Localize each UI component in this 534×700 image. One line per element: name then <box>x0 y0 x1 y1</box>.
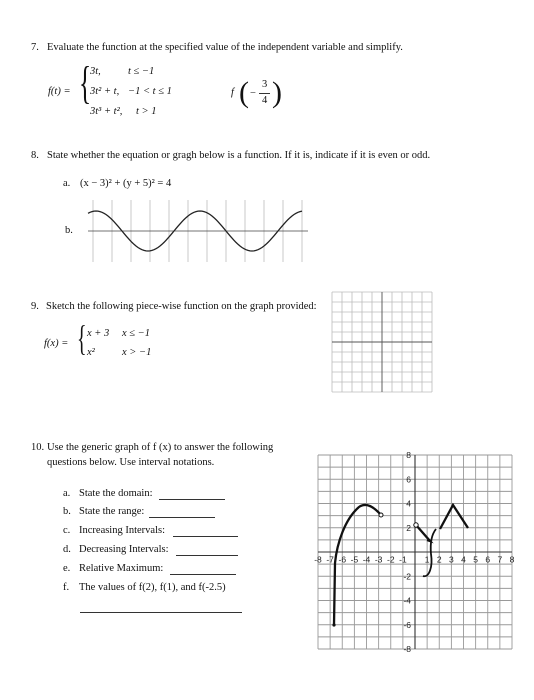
q10-curve-left-endpoint <box>332 623 335 626</box>
graph-x-tick-label: 6 <box>485 554 491 565</box>
graph-x-tick-label: -6 <box>338 554 347 565</box>
graph-x-tick-label: -5 <box>350 554 359 565</box>
q10-item-c-label: c. <box>63 525 71 536</box>
graph-y-tick-label: 4 <box>406 498 411 509</box>
q7-number: 7. <box>31 42 39 53</box>
q7-evaluate-denominator: 4 <box>262 95 268 106</box>
q10-number: 10. <box>31 442 45 453</box>
q10-item-b-answer-line <box>149 517 215 518</box>
q9-function-label: f(x) = <box>44 338 69 349</box>
q9-case1-cond: x ≤ −1 <box>122 328 151 339</box>
q8-a-label: a. <box>63 178 71 189</box>
q8-a-equation: (x − 3)² + (y + 5)² = 4 <box>80 178 172 189</box>
q9-number: 9. <box>31 301 39 312</box>
q10-function-graph <box>314 450 515 654</box>
graph-y-tick-label: 8 <box>406 450 411 460</box>
q9-case1-expr: x + 3 <box>87 328 110 339</box>
q7-case2-cond: −1 < t ≤ 1 <box>128 86 172 97</box>
q9-brace: { <box>77 318 87 358</box>
q8-prompt: State whether the equation or gragh below is a function. If it is, indicate if it is even or odd. <box>47 150 431 161</box>
q10-curve-left-branch <box>334 505 381 625</box>
graph-x-tick-label: 2 <box>436 554 442 565</box>
q8-number: 8. <box>31 150 39 161</box>
q10-item-d-answer-line <box>176 555 238 556</box>
q7-case3-expr: 3t³ + t², <box>90 106 123 117</box>
q10-item-d-text: Decreasing Intervals: <box>79 544 169 555</box>
q7-evaluate-f: f <box>231 87 234 98</box>
q10-prompt-line1: Use the generic graph of f (x) to answer the following <box>47 442 274 453</box>
q7-case2-expr: 3t² + t, <box>90 86 120 97</box>
q7-evaluate-sign: − <box>250 88 256 99</box>
q10-item-a-text: State the domain: <box>79 488 153 499</box>
graph-y-tick-label: 2 <box>406 522 411 533</box>
q10-prompt-line2: questions below. Use interval notations. <box>47 457 215 468</box>
q10-item-e-text: Relative Maximum: <box>79 563 164 574</box>
graph-x-tick-label: -3 <box>374 554 383 565</box>
graph-x-tick-label: 7 <box>497 554 503 565</box>
q7-evaluate-numerator: 3 <box>262 79 268 90</box>
graph-y-tick-label: -8 <box>403 644 411 654</box>
graph-y-tick-label: -6 <box>403 619 411 630</box>
q9-case2-expr: x² <box>87 347 95 358</box>
q7-prompt: Evaluate the function at the specified value of the independent variable and simplify. <box>47 42 403 53</box>
q10-item-c-text: Increasing Intervals: <box>79 525 166 536</box>
q10-item-a-answer-line <box>159 499 225 500</box>
graph-x-tick-label: 1 <box>424 554 430 565</box>
q10-item-e-answer-line <box>170 574 236 575</box>
graph-y-tick-label: -2 <box>403 571 411 582</box>
graph-x-tick-label: -8 <box>314 554 322 565</box>
q10-item-e-label: e. <box>63 563 71 574</box>
q7-case1-expr: 3t, <box>90 66 101 77</box>
graph-x-tick-label: -4 <box>362 554 371 565</box>
q10-item-b-label: b. <box>63 506 71 517</box>
q7-fraction-bar <box>259 93 270 94</box>
graph-x-tick-label: 5 <box>473 554 478 565</box>
graph-x-tick-label: -2 <box>387 554 395 565</box>
graph-x-tick-label: 3 <box>449 554 454 565</box>
q10-curve-middle-start <box>414 523 418 527</box>
q7-function-label: f(t) = <box>48 86 71 97</box>
graph-x-tick-label: -7 <box>326 554 334 565</box>
q10-item-b-text: State the range: <box>79 506 145 517</box>
q8-b-label: b. <box>65 225 73 236</box>
graph-y-tick-label: -4 <box>403 595 411 606</box>
q10-item-a-label: a. <box>63 488 71 499</box>
q10-item-f-label: f. <box>63 582 70 593</box>
graph-y-tick-label: 6 <box>406 474 411 485</box>
graph-x-tick-label: 8 <box>509 554 515 565</box>
q7-case1-cond: t ≤ −1 <box>128 66 155 77</box>
q10-item-d-label: d. <box>63 544 71 555</box>
q10-item-f-text: The values of f(2), f(1), and f(-2.5) <box>79 582 226 593</box>
graph-x-tick-label: 4 <box>461 554 466 565</box>
q7-case3-cond: t > 1 <box>136 106 157 117</box>
q10-item-f-answer-line <box>80 612 242 613</box>
q7-evaluate-paren-open: ( <box>239 76 249 109</box>
q8-b-wave-graph <box>88 200 308 262</box>
q7-brace: { <box>79 57 92 108</box>
q9-prompt: Sketch the following piece-wise function on the graph provided: <box>46 301 317 312</box>
q9-blank-grid <box>332 292 432 392</box>
graph-x-tick-label: -1 <box>399 554 407 565</box>
q7-evaluate-paren-close: ) <box>272 76 282 109</box>
q10-curve-left-gap <box>379 513 383 517</box>
q9-case2-cond: x > −1 <box>122 347 152 358</box>
q10-item-c-answer-line <box>173 536 238 537</box>
